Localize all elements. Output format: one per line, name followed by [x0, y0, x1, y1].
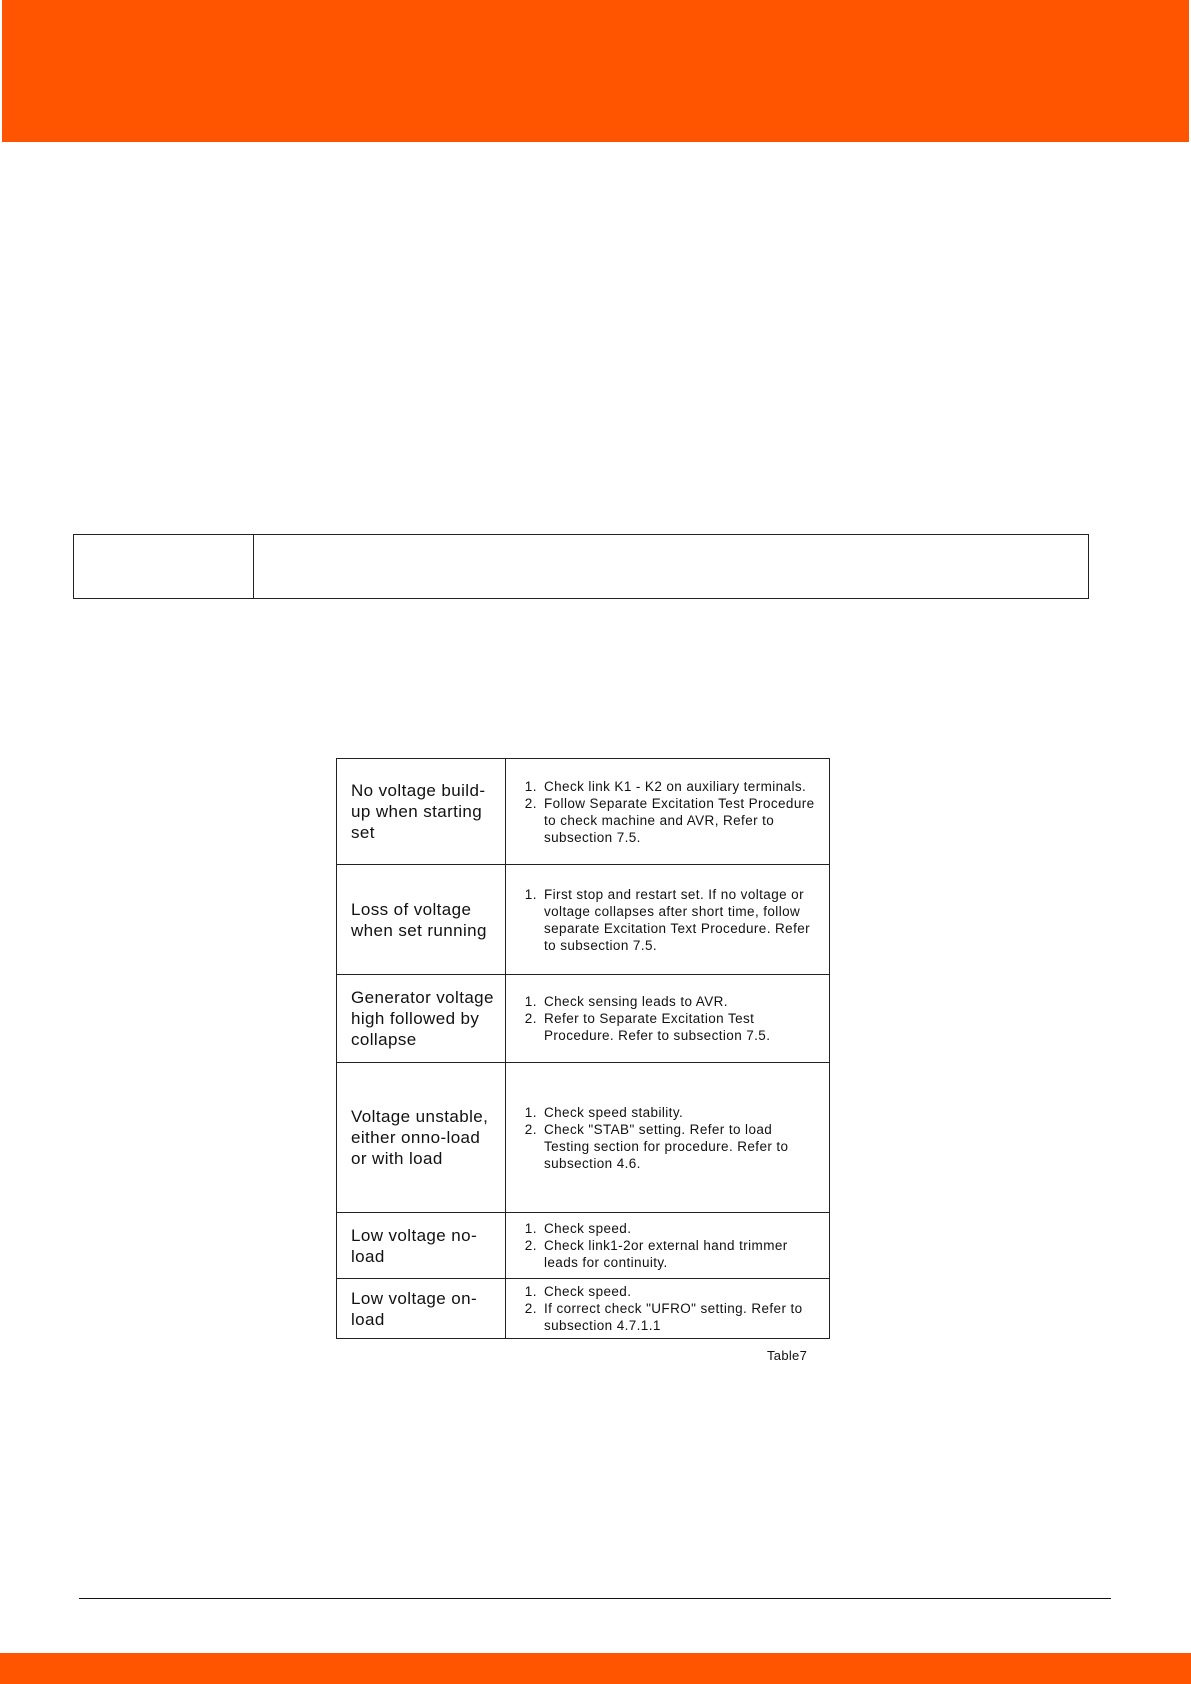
troubleshooting-table	[336, 758, 830, 1339]
remedy-steps	[516, 1220, 819, 1271]
remedy-steps	[516, 1283, 819, 1334]
remedy-steps	[516, 886, 819, 954]
remedy-step: 1. First stop and restart set. If no voltage or voltage collapses after short time, follow separate Excitation Text Procedure. Refer to subsection 7.5.	[541, 886, 819, 954]
table-row	[337, 975, 830, 1063]
symptom-cell: No voltage build-up when starting set	[337, 759, 506, 865]
remedy-step: 2. Refer to Separate Excitation Test Procedure. Refer to subsection 7.5.	[541, 1010, 819, 1044]
table-row	[337, 1063, 830, 1213]
table-row	[337, 865, 830, 975]
table-caption: Table7	[767, 1348, 808, 1363]
remedy-step: 2. Check "STAB" setting. Refer to load Testing section for procedure. Refer to subsection 4.6.	[541, 1121, 819, 1172]
remedy-steps	[516, 993, 819, 1044]
table-row	[337, 1213, 830, 1279]
remedy-cell	[506, 975, 830, 1063]
remedy-step: 2. Follow Separate Excitation Test Procedure to check machine and AVR, Refer to subsection 7.5.	[541, 795, 819, 846]
remedy-cell	[506, 1063, 830, 1213]
table-row	[337, 1279, 830, 1339]
remedy-step: 1. Check sensing leads to AVR.	[541, 993, 819, 1010]
remedy-cell	[506, 865, 830, 975]
remedy-cell	[506, 1279, 830, 1339]
symptom-cell: Generator voltage high followed by collapse	[337, 975, 506, 1063]
symptom-cell: Low voltage on- load	[337, 1279, 506, 1339]
remedy-step: 1. Check speed.	[541, 1283, 819, 1300]
remedy-step: 1. Check link K1 - K2 on auxiliary terminals.	[541, 778, 819, 795]
note-body-cell	[254, 535, 1088, 598]
remedy-steps	[516, 1104, 819, 1172]
remedy-cell	[506, 759, 830, 865]
symptom-cell: Low voltage no- load	[337, 1213, 506, 1279]
remedy-steps	[516, 778, 819, 846]
remedy-step: 2. If correct check "UFRO" setting. Refer to subsection 4.7.1.1	[541, 1300, 819, 1334]
footer-rule	[79, 1598, 1111, 1599]
remedy-cell	[506, 1213, 830, 1279]
symptom-cell: Voltage unstable, either onno-load or with load	[337, 1063, 506, 1213]
note-label-cell	[74, 535, 254, 598]
header-band	[2, 0, 1189, 142]
remedy-step: 1. Check speed stability.	[541, 1104, 819, 1121]
footer-band	[0, 1653, 1191, 1684]
table-row	[337, 759, 830, 865]
remedy-step: 2. Check link1-2or external hand trimmer leads for continuity.	[541, 1237, 819, 1271]
symptom-cell: Loss of voltage when set running	[337, 865, 506, 975]
note-box	[73, 534, 1089, 599]
remedy-step: 1. Check speed.	[541, 1220, 819, 1237]
